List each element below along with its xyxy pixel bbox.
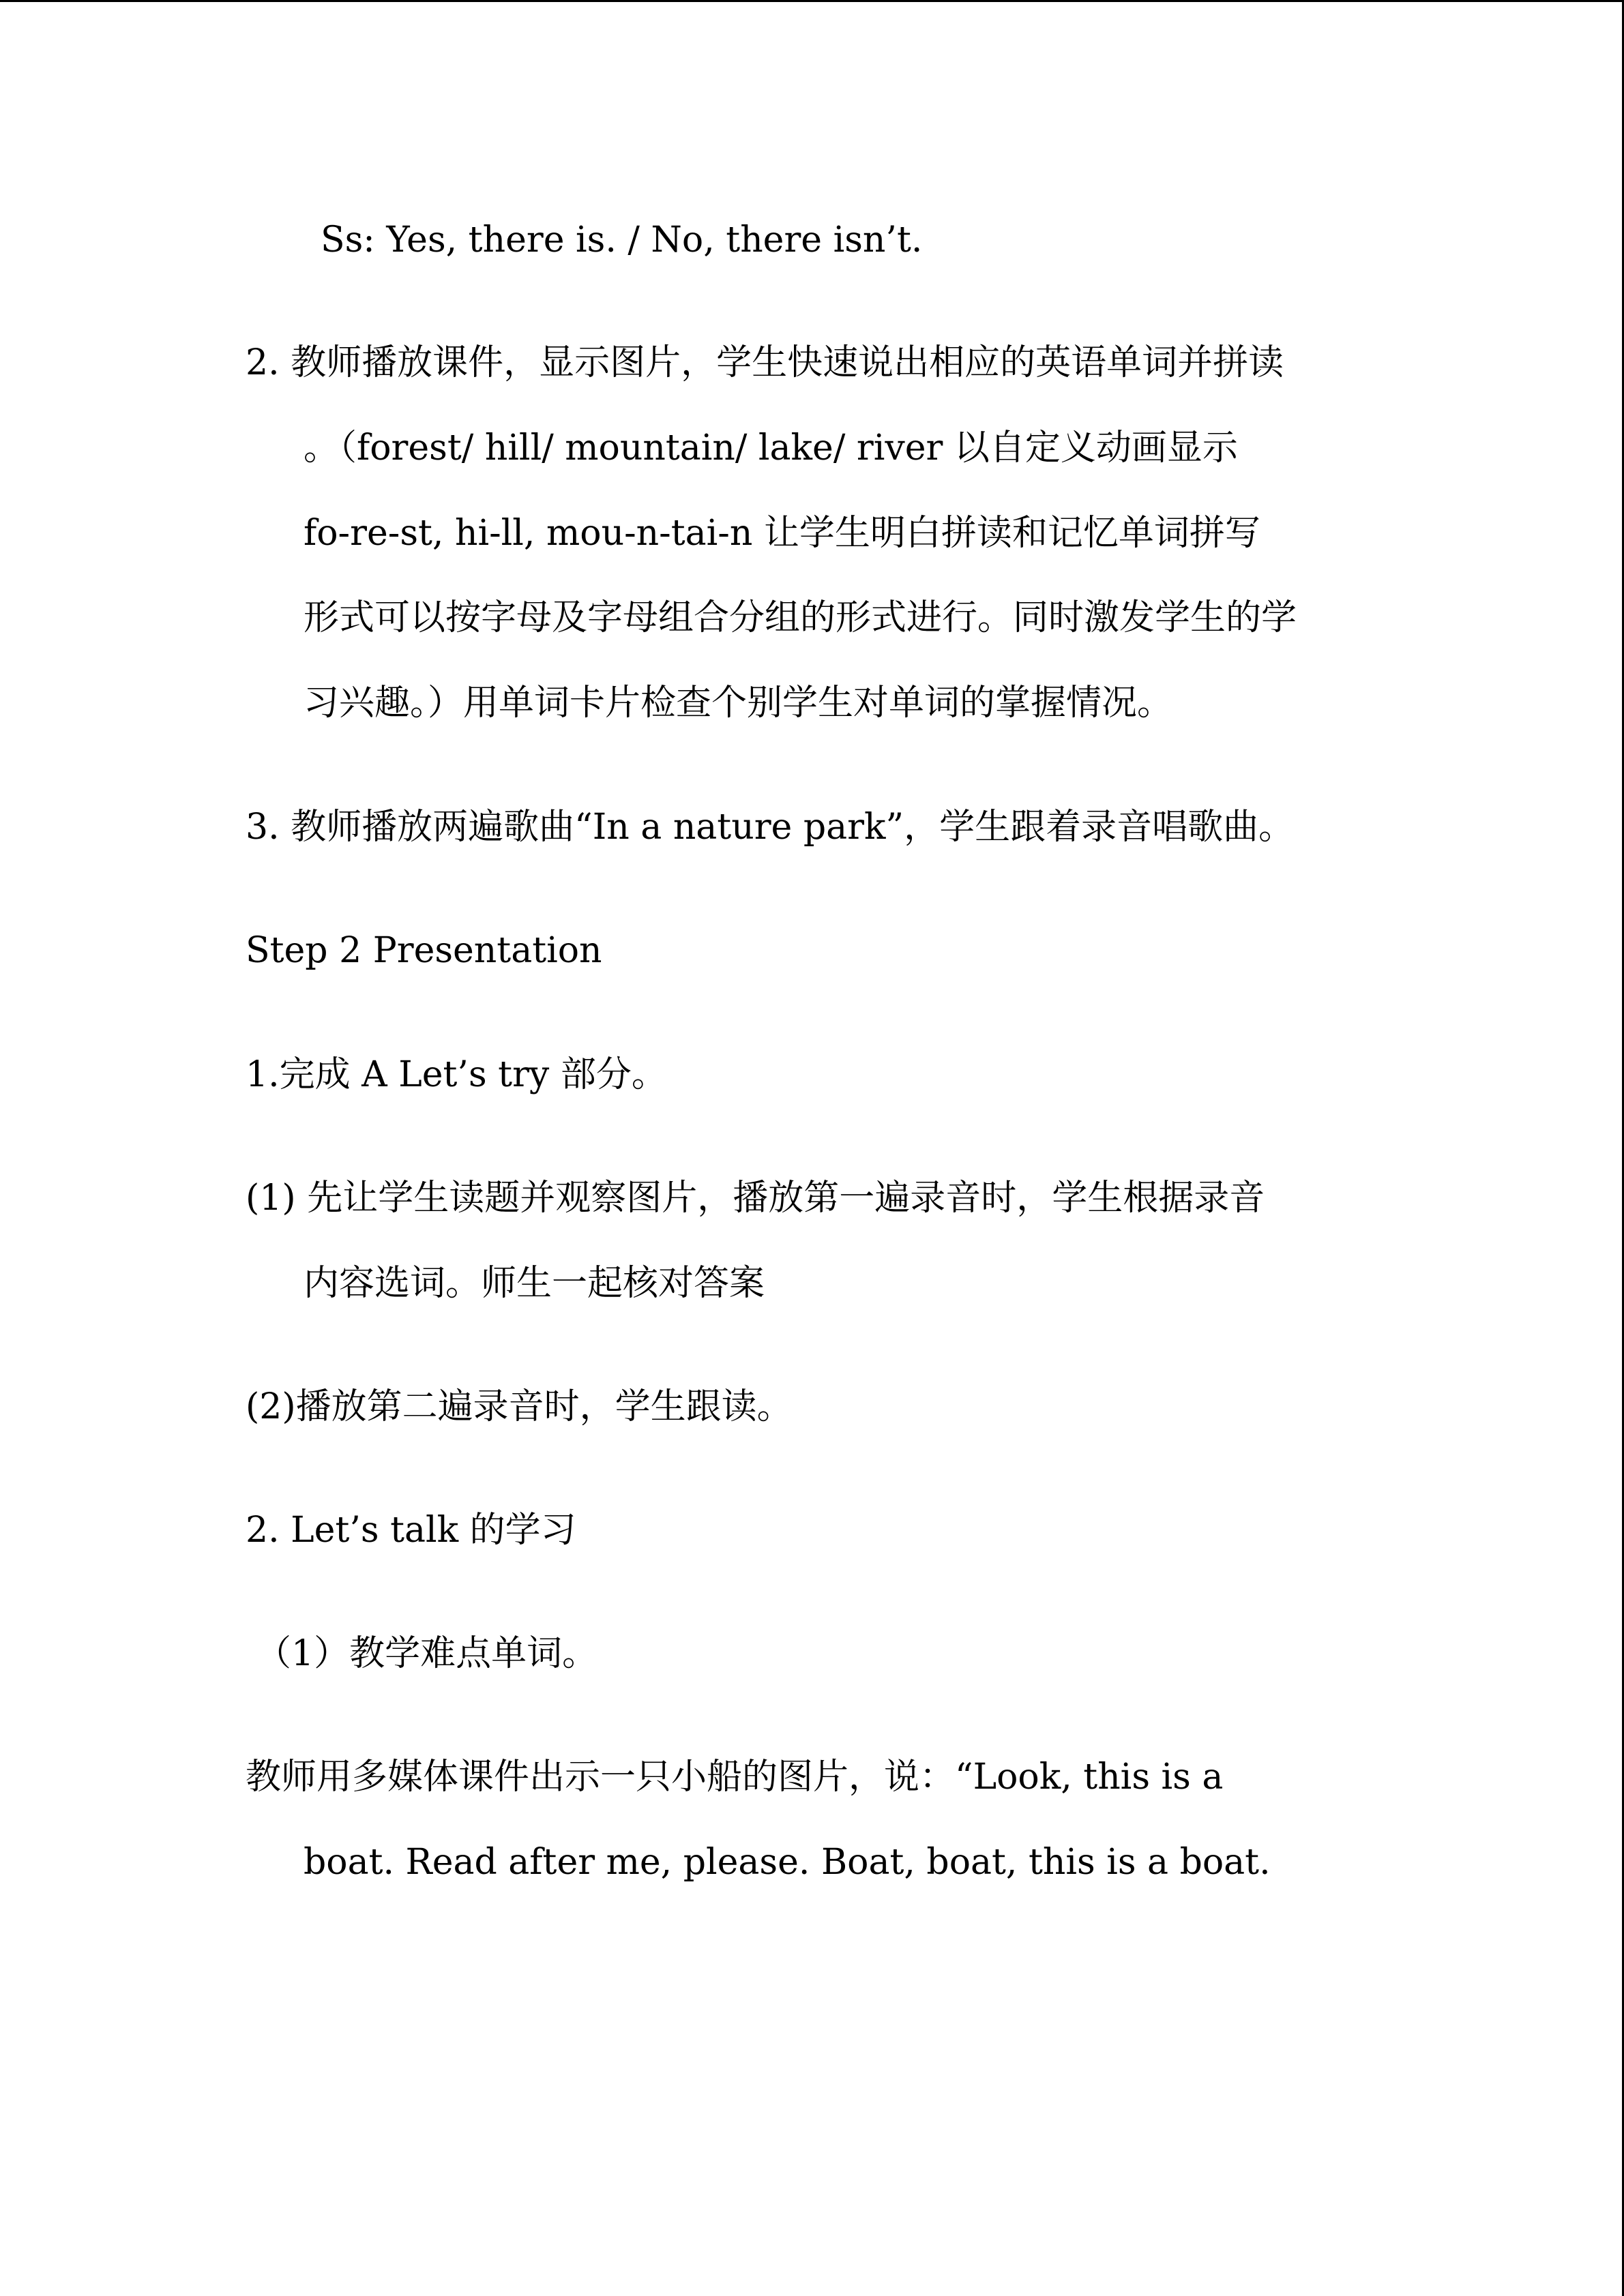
step1-item3-line: 3. 教师播放两遍歌曲“In a nature park”，学生跟着录音唱歌曲。	[246, 807, 1295, 848]
step2-sub2-line: (2)播放第二遍录音时，学生跟读。	[246, 1386, 793, 1427]
step1-item2-line1: 2. 教师播放课件，显示图片，学生快速说出相应的英语单词并拼读	[246, 342, 1284, 383]
teacher-dialogue-line1: 教师用多媒体课件出示一只小船的图片，说：“Look, this is a	[246, 1757, 1224, 1798]
step2-item2-line: 2. Let’s talk 的学习	[246, 1510, 576, 1551]
step1-item2-line2: 。（forest/ hill/ mountain/ lake/ river 以自定义动画显示	[304, 428, 1238, 468]
step2-item2-sub1-line: （1）教学难点单词。	[256, 1633, 598, 1674]
step2-heading: Step 2 Presentation	[246, 930, 602, 971]
step1-item2-line5: 习兴趣。）用单词卡片检查个别学生对单词的掌握情况。	[304, 683, 1173, 724]
step1-item2-line4: 形式可以按字母及字母组合分组的形式进行。同时激发学生的学	[304, 597, 1297, 638]
step2-sub1-line2: 内容选词。师生一起核对答案	[304, 1263, 765, 1304]
step2-sub1-line1: (1) 先让学生读题并观察图片，播放第一遍录音时，学生根据录音	[246, 1178, 1265, 1219]
dialogue-answer-line: Ss: Yes, there is. / No, there isn’t.	[321, 220, 923, 260]
page-border-top	[0, 0, 1624, 2]
step2-item1-line: 1.完成 A Let’s try 部分。	[246, 1054, 667, 1095]
teacher-dialogue-line2: boat. Read after me, please. Boat, boat, this is a boat.	[304, 1842, 1271, 1883]
step1-item2-line3: fo-re-st, hi-ll, mou-n-tai-n 让学生明白拼读和记忆单词拼写	[304, 513, 1260, 554]
